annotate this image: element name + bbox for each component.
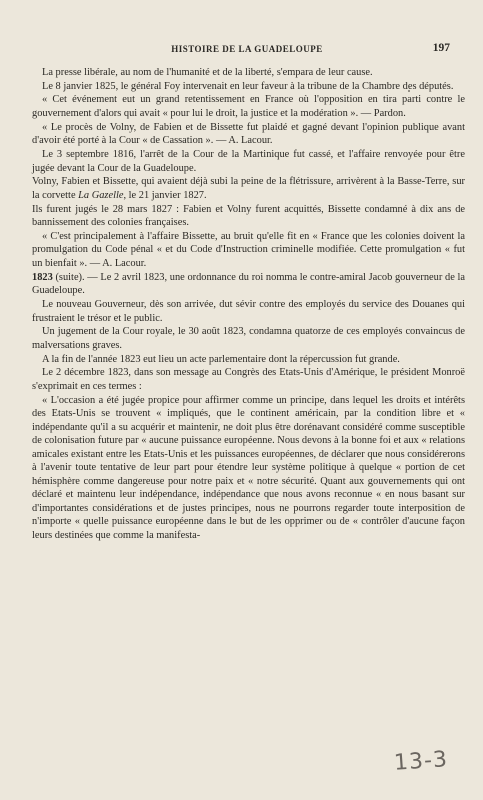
paragraph bbox=[32, 175, 465, 202]
page-header bbox=[32, 44, 462, 58]
page-number: 197 bbox=[432, 42, 450, 54]
paragraph: Le nouveau Gouverneur, dès son arrivée, dut sévir contre des employés du service des Douanes qui frustraient le trésor et le public. bbox=[32, 298, 465, 324]
paragraph: Le 2 décembre 1823, dans son message au Congrès des Etats-Unis d'Amérique, le président Monroë s'exprimait en ces termes : bbox=[32, 367, 465, 392]
paragraph-text: , le 21 janvier 1827. bbox=[123, 189, 207, 201]
handwritten-reference: 13-3 bbox=[393, 747, 449, 776]
quote-paragraph: « Le procès de Volny, de Fabien et de Bissette fut plaidé et gagné devant l'opinion publique avant d'avoir été porté à la Cour « de Cassation ». — A. Lacour. bbox=[32, 121, 465, 147]
paragraph: Ils furent jugés le 28 mars 1827 : Fabien et Volny furent acquittés, Bissette condamné à dix ans de bannissement des colonies françaises. bbox=[32, 203, 465, 229]
paragraph bbox=[32, 271, 465, 298]
ship-name: La Gazelle bbox=[78, 189, 124, 201]
paragraph: Un jugement de la Cour royale, le 30 août 1823, condamna quatorze de ces employés convaincus de malversations graves. bbox=[32, 326, 465, 351]
body-text bbox=[32, 66, 465, 543]
paragraph: Le 3 septembre 1816, l'arrêt de la Cour de la Martinique fut cassé, et l'affaire renvoyée pour être jugée devant la Cour de la Guadeloupe. bbox=[32, 149, 465, 174]
quote-paragraph: « L'occasion a été jugée propice pour affirmer comme un principe, dans lequel les droits et intérêts des Etats-Unis se trouvent « impliqués, que le continent américain, par la condition libre et « indépendante qu'il a su acquérir et maintenir, ne doit plus être dorénavant considéré comme susceptible de colonisation future par « aucune puissance européenne. Nous devons à la bonne foi et aux « relations amicales existant entre les Etats-Unis et les puissances européennes, de déclarer que nous considérerons à l'avenir toute tentative de leur part pour étendre leur système politique à quelque « portion de cet hémisphère comme dangereuse pour notre paix et « notre sécurité. Quant aux gouvernements qui ont déclaré et maintenu leur indépendance, indépendance que nous avons reconnue « en nous basant sur d'importantes considérations et de justes principes, nous ne pourrons regarder toute interposition de n'importe « quelle puissance européenne dans le but de les opprimer ou de « contrôler d'aucune façon leurs destinées que comme la manifesta- bbox=[32, 394, 465, 542]
quote-paragraph: « Cet événement eut un grand retentissement en France où l'opposition en tira parti contre le gouvernement d'alors qui avait « pour lui le droit, la justice et la modération ». — Pardon. bbox=[32, 94, 465, 120]
paragraph-text: Volny, Fabien et Bissette, qui avaient déjà subi la peine de la flétrissure, arrivèrent à la Basse-Terre, sur la corvette bbox=[32, 176, 465, 201]
paragraph: Le 8 janvier 1825, le général Foy intervenait en leur faveur à la tribune de la Chambre des députés. bbox=[42, 80, 454, 92]
year-heading: 1823 bbox=[32, 271, 53, 283]
paragraph-text: (suite). — Le 2 avril 1823, une ordonnance du roi nomma le contre-amiral Jacob gouverneur de la Guadeloupe. bbox=[32, 271, 465, 297]
quote-paragraph: « C'est principalement à l'affaire Bissette, au bruit qu'elle fit en « France que les colonies doivent la promulgation du Code pénal « et du Code d'Instruction criminelle modifiée. Cette promulgation « fut un bienfait ». — A. Lacour. bbox=[32, 230, 465, 269]
paragraph: La presse libérale, au nom de l'humanité et de la liberté, s'empara de leur cause. bbox=[42, 67, 373, 78]
paragraph: A la fin de l'année 1823 eut lieu un acte parlementaire dont la répercussion fut grande. bbox=[42, 353, 400, 365]
running-title: HISTOIRE DE LA GUADELOUPE bbox=[171, 44, 323, 54]
